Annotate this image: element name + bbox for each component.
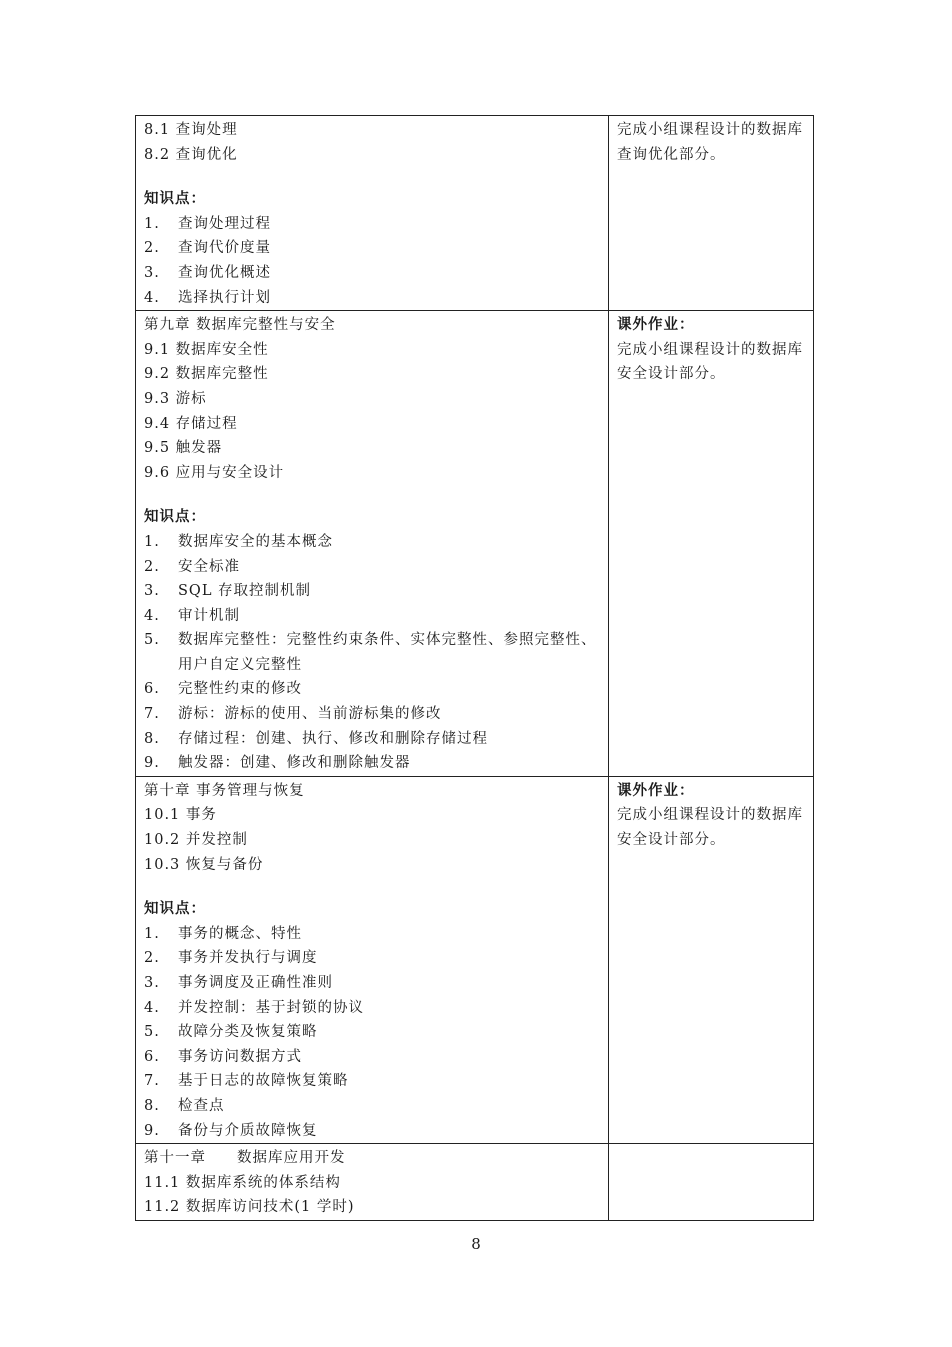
knowledge-point-number: 9. bbox=[144, 1122, 160, 1139]
knowledge-points-label: 知识点： bbox=[144, 508, 206, 526]
knowledge-point-number: 4. bbox=[144, 289, 160, 306]
section-spacer bbox=[144, 167, 602, 187]
knowledge-point-text: 安全标准 bbox=[178, 558, 240, 575]
knowledge-point-number: 8. bbox=[144, 730, 160, 747]
knowledge-point-item bbox=[144, 971, 602, 996]
section-spacer bbox=[144, 877, 602, 897]
knowledge-point-item bbox=[144, 946, 602, 971]
knowledge-point-number: 2. bbox=[144, 950, 160, 967]
chapter-content-cell bbox=[136, 311, 609, 777]
knowledge-point-item bbox=[144, 1020, 602, 1045]
knowledge-point-number: 3. bbox=[144, 975, 160, 991]
knowledge-point-number: 6. bbox=[144, 681, 160, 698]
knowledge-point-text: 检查点 bbox=[178, 1097, 225, 1114]
knowledge-points-label: 知识点： bbox=[144, 900, 206, 918]
knowledge-point-number: 1. bbox=[144, 925, 160, 942]
knowledge-point-item bbox=[144, 727, 602, 752]
knowledge-point-text: 完整性约束的修改 bbox=[178, 681, 302, 698]
knowledge-point-text: 选择执行计划 bbox=[178, 289, 271, 306]
knowledge-point-item bbox=[144, 236, 602, 261]
knowledge-point-item bbox=[144, 555, 602, 580]
knowledge-point-text: 存储过程：创建、执行、修改和删除存储过程 bbox=[178, 730, 488, 747]
homework-text: 完成小组课程设计的数据库安全设计部分。 bbox=[617, 341, 803, 383]
knowledge-point-number: 9. bbox=[144, 755, 160, 772]
knowledge-point-text: 查询处理过程 bbox=[178, 215, 271, 232]
knowledge-point-item bbox=[144, 1045, 602, 1070]
course-schedule-table bbox=[135, 115, 814, 1221]
knowledge-point-item bbox=[144, 751, 602, 776]
section-spacer bbox=[144, 485, 602, 505]
chapter-content-cell bbox=[136, 116, 609, 311]
knowledge-point-item bbox=[144, 702, 602, 727]
knowledge-point-item bbox=[144, 922, 602, 947]
knowledge-point-item bbox=[144, 530, 602, 555]
knowledge-point-text: 审计机制 bbox=[178, 607, 240, 624]
knowledge-points-label: 知识点： bbox=[144, 190, 206, 208]
knowledge-point-text: 数据库安全的基本概念 bbox=[178, 533, 333, 550]
knowledge-point-text: 查询优化概述 bbox=[178, 264, 271, 281]
knowledge-point-number: 6. bbox=[144, 1048, 160, 1065]
knowledge-point-item bbox=[144, 628, 602, 677]
section-item: 9.2 数据库完整性 bbox=[144, 366, 269, 383]
knowledge-point-item bbox=[144, 604, 602, 629]
knowledge-point-text: 事务调度及正确性准则 bbox=[178, 975, 333, 991]
knowledge-point-text: 事务的概念、特性 bbox=[178, 925, 302, 942]
knowledge-point-number: 8. bbox=[144, 1097, 160, 1114]
knowledge-point-item bbox=[144, 261, 602, 286]
page-number: 8 bbox=[471, 1235, 481, 1253]
chapter-heading: 第十一章 数据库应用开发 bbox=[144, 1150, 346, 1167]
knowledge-point-item bbox=[144, 1119, 602, 1144]
table-row bbox=[136, 1144, 814, 1221]
knowledge-point-item bbox=[144, 212, 602, 237]
knowledge-point-text: SQL 存取控制机制 bbox=[178, 583, 312, 600]
homework-label: 课外作业： bbox=[617, 781, 695, 799]
knowledge-point-text: 触发器：创建、修改和删除触发器 bbox=[178, 755, 411, 772]
knowledge-point-number: 7. bbox=[144, 706, 160, 723]
homework-label: 课外作业： bbox=[617, 316, 695, 334]
knowledge-point-item bbox=[144, 1094, 602, 1119]
knowledge-point-number: 4. bbox=[144, 999, 160, 1016]
homework-text: 完成小组课程设计的数据库查询优化部分。 bbox=[617, 122, 803, 163]
section-item: 8.1 查询处理 bbox=[144, 122, 238, 138]
chapter-heading: 第九章 数据库完整性与安全 bbox=[144, 317, 336, 334]
knowledge-point-number: 4. bbox=[144, 607, 160, 624]
knowledge-point-item bbox=[144, 677, 602, 702]
knowledge-point-text: 基于日志的故障恢复策略 bbox=[178, 1073, 349, 1090]
section-item: 10.1 事务 bbox=[144, 807, 217, 824]
table-row bbox=[136, 116, 814, 311]
section-item: 9.6 应用与安全设计 bbox=[144, 464, 285, 481]
knowledge-point-item bbox=[144, 1069, 602, 1094]
knowledge-point-number: 7. bbox=[144, 1073, 160, 1090]
knowledge-point-number: 5. bbox=[144, 632, 160, 649]
knowledge-point-item bbox=[144, 996, 602, 1021]
knowledge-point-item bbox=[144, 286, 602, 311]
knowledge-point-text: 并发控制：基于封锁的协议 bbox=[178, 999, 364, 1016]
table-row bbox=[136, 776, 814, 1143]
knowledge-point-item bbox=[144, 579, 602, 604]
knowledge-point-number: 1. bbox=[144, 533, 160, 550]
chapter-content-cell bbox=[136, 776, 609, 1143]
knowledge-point-number: 3. bbox=[144, 264, 160, 281]
section-item: 10.3 恢复与备份 bbox=[144, 856, 264, 873]
knowledge-point-text: 故障分类及恢复策略 bbox=[178, 1024, 318, 1041]
section-item: 9.3 游标 bbox=[144, 390, 207, 407]
section-item: 9.1 数据库安全性 bbox=[144, 341, 269, 358]
knowledge-point-text: 查询代价度量 bbox=[178, 240, 271, 257]
chapter-heading: 第十章 事务管理与恢复 bbox=[144, 782, 305, 799]
section-item: 9.5 触发器 bbox=[144, 440, 223, 457]
chapter-content-cell bbox=[136, 1144, 609, 1221]
knowledge-point-text: 备份与介质故障恢复 bbox=[178, 1122, 318, 1139]
knowledge-point-number: 1. bbox=[144, 215, 160, 232]
knowledge-point-text: 数据库完整性：完整性约束条件、实体完整性、参照完整性、用户自定义完整性 bbox=[178, 632, 597, 673]
table-body bbox=[136, 116, 814, 1221]
homework-cell bbox=[609, 776, 814, 1143]
section-item: 8.2 查询优化 bbox=[144, 146, 238, 163]
knowledge-point-number: 2. bbox=[144, 558, 160, 575]
table-row bbox=[136, 311, 814, 777]
knowledge-point-number: 3. bbox=[144, 583, 160, 600]
knowledge-point-number: 2. bbox=[144, 240, 160, 257]
section-item: 11.2 数据库访问技术(1 学时) bbox=[144, 1199, 355, 1216]
knowledge-point-text: 事务并发执行与调度 bbox=[178, 950, 318, 967]
knowledge-point-text: 游标：游标的使用、当前游标集的修改 bbox=[178, 706, 442, 723]
knowledge-point-text: 事务访问数据方式 bbox=[178, 1048, 302, 1065]
homework-cell bbox=[609, 1144, 814, 1221]
section-item: 11.1 数据库系统的体系结构 bbox=[144, 1174, 341, 1191]
homework-cell bbox=[609, 311, 814, 777]
section-item: 9.4 存储过程 bbox=[144, 415, 238, 432]
homework-text: 完成小组课程设计的数据库安全设计部分。 bbox=[617, 807, 803, 849]
homework-cell bbox=[609, 116, 814, 311]
knowledge-point-number: 5. bbox=[144, 1024, 160, 1041]
section-item: 10.2 并发控制 bbox=[144, 832, 248, 849]
